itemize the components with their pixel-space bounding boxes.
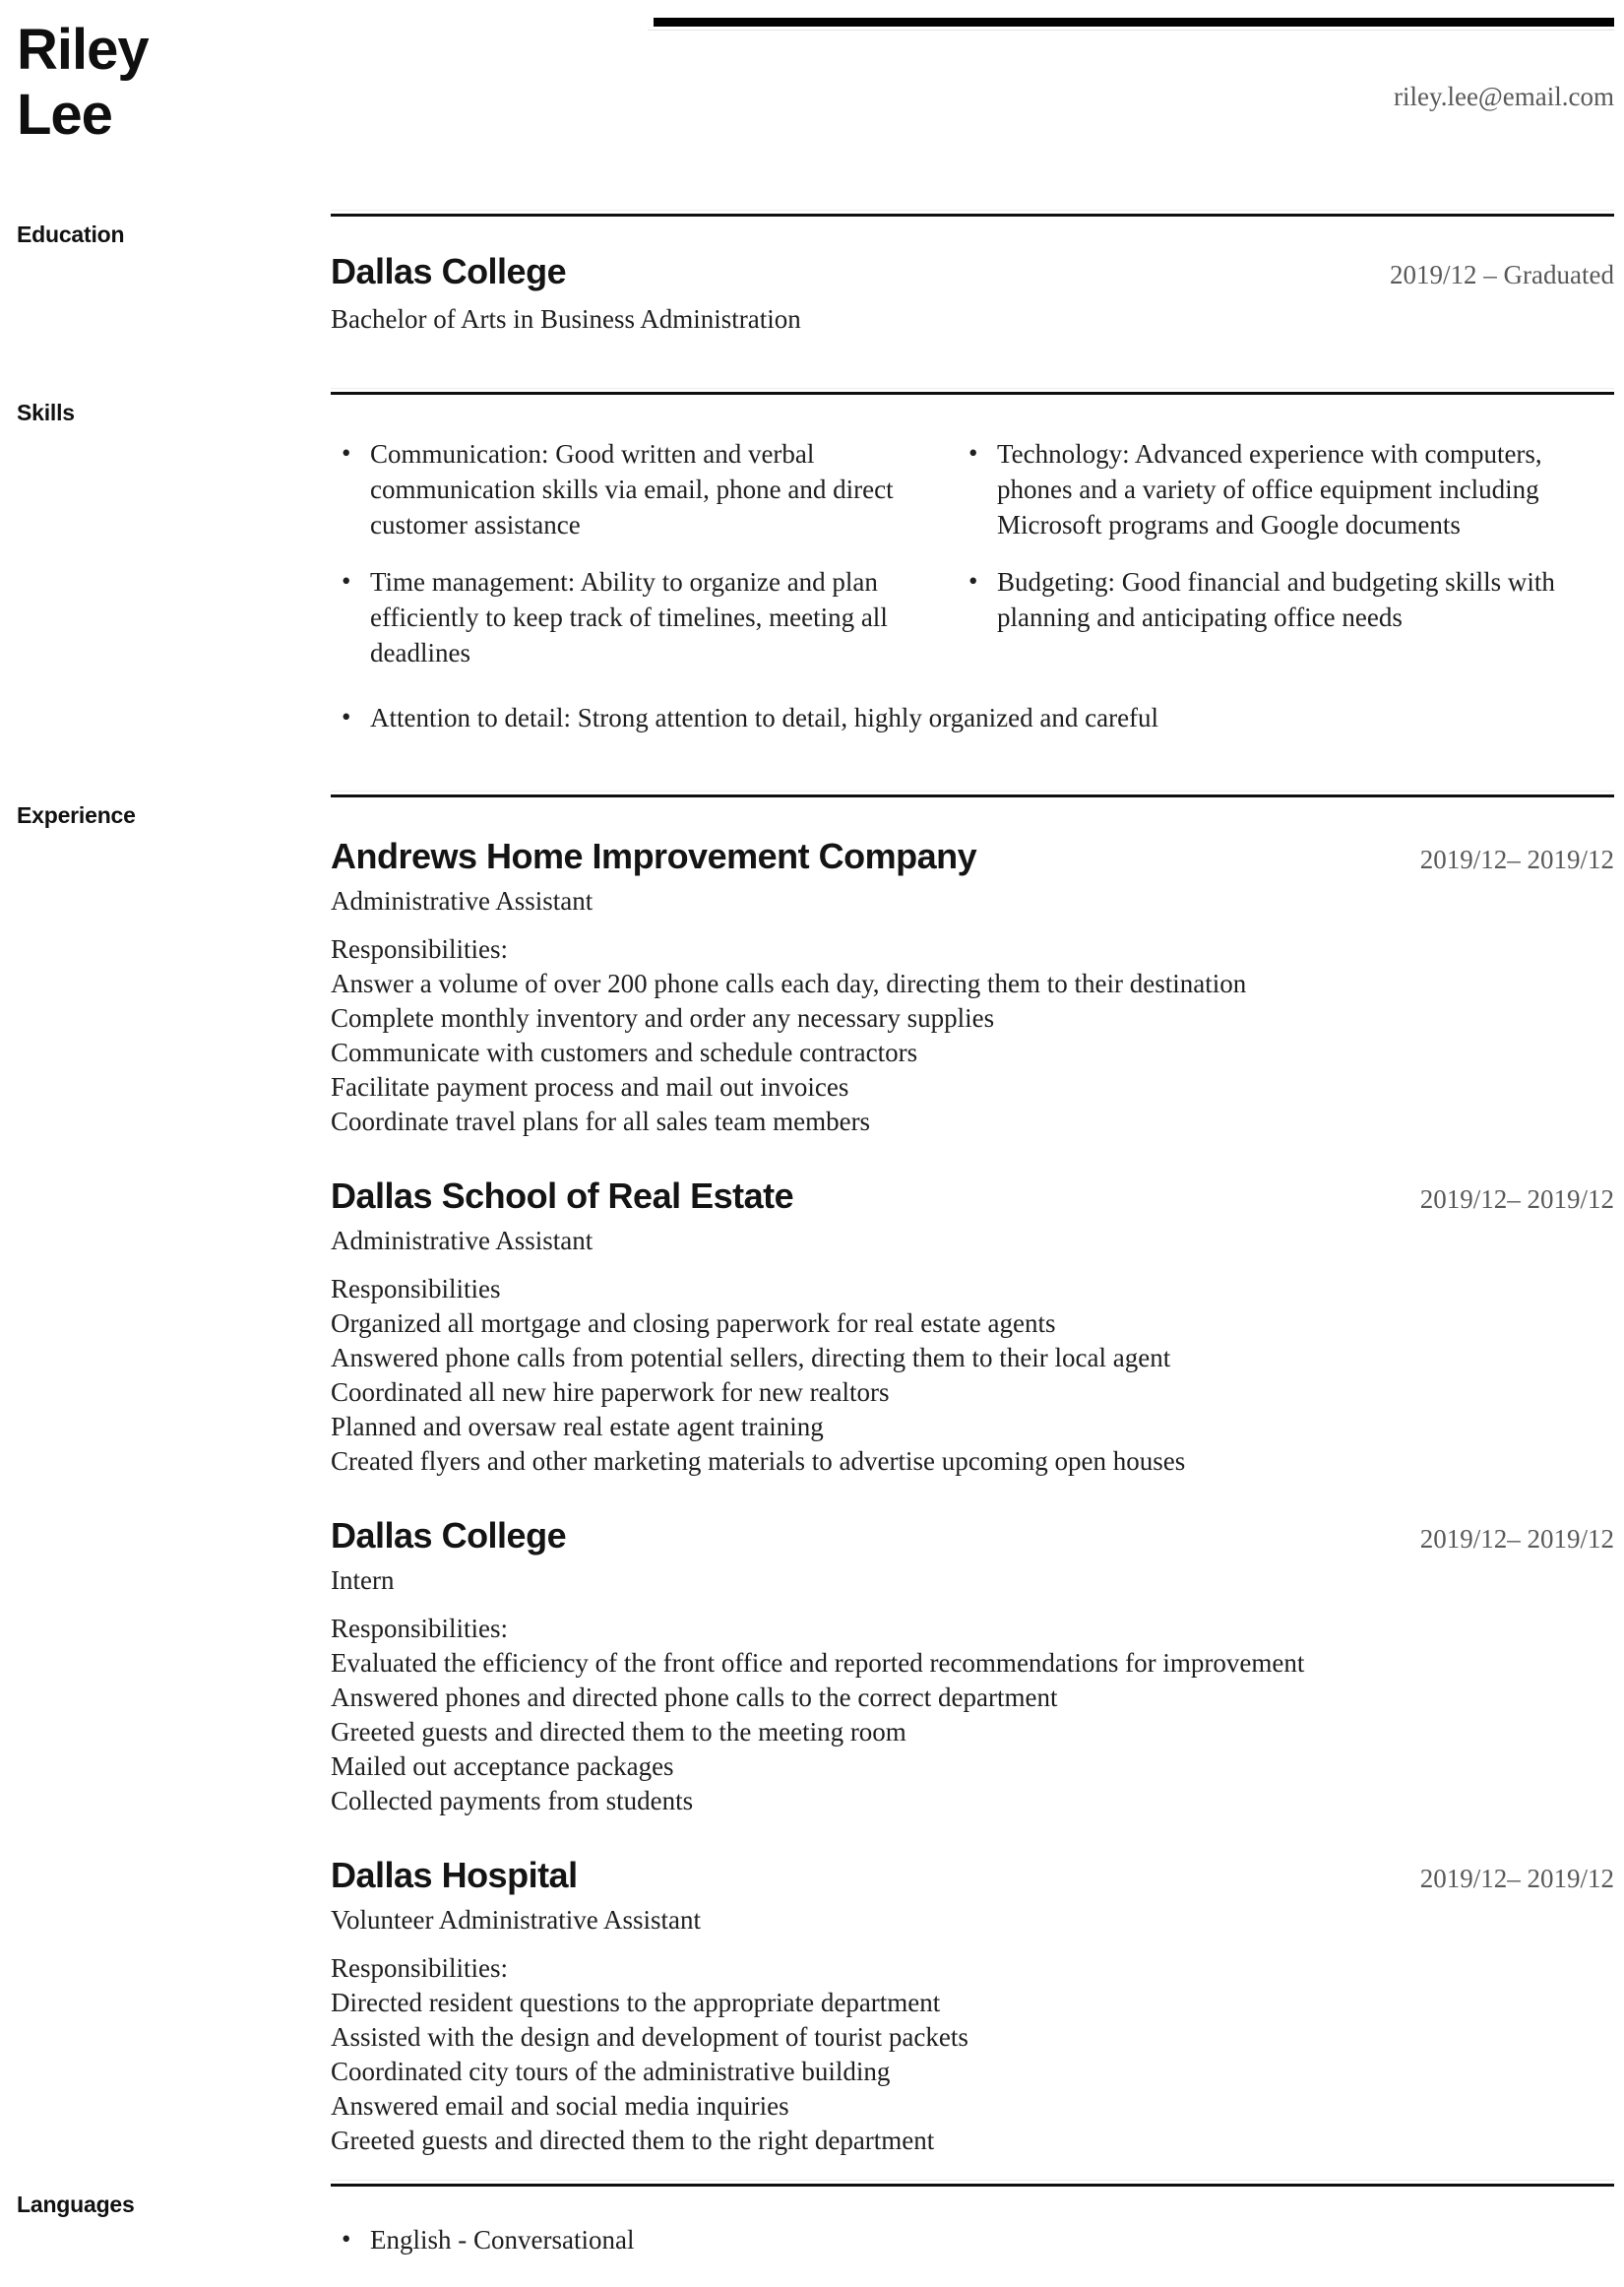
education-body (331, 214, 1614, 392)
section-label-education: Education (17, 222, 125, 247)
company-name: Andrews Home Improvement Company (331, 836, 977, 876)
duty-line: Organized all mortgage and closing paperwork for real estate agents (331, 1308, 1056, 1338)
duty-lines (331, 1306, 1614, 1479)
duty-line: Answered phones and directed phone calls to the correct department (331, 1683, 1058, 1712)
duty-line: Communicate with customers and schedule contractors (331, 1038, 918, 1067)
job-date: 2019/12– 2019/12 (1419, 1524, 1614, 1554)
languages-body (331, 2184, 1614, 2287)
duty-lines (331, 1986, 1614, 2158)
duty-line: Directed resident questions to the appropriate department (331, 1988, 941, 2017)
responsibilities-label: Responsibilities: (331, 934, 509, 964)
duty-line: Coordinated city tours of the administrative building (331, 2057, 891, 2086)
section-education (0, 214, 1624, 392)
education-entry-head (331, 250, 1614, 293)
skill-item: • Communication: Good written and verbal communication skills via email, phone and direct customer assistance (331, 436, 916, 542)
section-experience (0, 794, 1624, 2184)
skill-item: • Budgeting: Good financial and budgeting skills with planning and anticipating office needs (958, 564, 1614, 670)
skills-list (331, 436, 1614, 735)
section-label-skills: Skills (17, 400, 75, 425)
job-date: 2019/12– 2019/12 (1419, 845, 1614, 874)
duty-line: Coordinated all new hire paperwork for new realtors (331, 1377, 890, 1407)
decorative-top-bar (654, 18, 1614, 27)
skills-body (331, 392, 1614, 794)
job-duties (331, 1612, 1614, 1818)
experience-entry (331, 1854, 1614, 2158)
duty-line: Facilitate payment process and mail out invoices (331, 1072, 849, 1102)
job-duties (331, 1272, 1614, 1479)
skill-item: • Technology: Advanced experience with computers, phones and a variety of office equipment including Microsoft programs and Google documents (958, 436, 1614, 542)
job-entry-head (331, 1175, 1614, 1218)
duty-line: Evaluated the efficiency of the front office and reported recommendations for improvement (331, 1648, 1305, 1678)
responsibilities-label: Responsibilities: (331, 1614, 509, 1643)
skill-item: • Attention to detail: Strong attention to detail, highly organized and careful (331, 700, 1614, 735)
language-item: • English - Conversational (331, 2222, 1614, 2257)
job-duties (331, 932, 1614, 1139)
job-title: Administrative Assistant (331, 1226, 593, 1255)
job-entry-head (331, 1514, 1614, 1557)
job-title: Intern (331, 1565, 395, 1595)
duty-line: Answered email and social media inquiries (331, 2091, 789, 2121)
job-entry-head (331, 835, 1614, 878)
degree-text: Bachelor of Arts in Business Administration (331, 304, 801, 334)
duty-line: Coordinate travel plans for all sales team members (331, 1107, 871, 1136)
candidate-first-name: Riley (17, 18, 149, 82)
job-title: Volunteer Administrative Assistant (331, 1905, 701, 1935)
duty-line: Answered phone calls from potential sellers, directing them to their local agent (331, 1343, 1171, 1372)
duty-line: Collected payments from students (331, 1786, 694, 1815)
duty-line: Answer a volume of over 200 phone calls each day, directing them to their destination (331, 969, 1247, 998)
experience-entry (331, 1514, 1614, 1818)
section-languages (0, 2184, 1624, 2287)
duty-line: Complete monthly inventory and order any necessary supplies (331, 1003, 995, 1033)
job-title: Administrative Assistant (331, 886, 593, 916)
candidate-last-name: Lee (17, 83, 112, 147)
email-text: riley.lee@email.com (1393, 82, 1614, 111)
duty-line: Greeted guests and directed them to the meeting room (331, 1717, 906, 1747)
duty-line: Greeted guests and directed them to the right department (331, 2126, 935, 2155)
section-skills (0, 392, 1624, 794)
duty-line: Assisted with the design and development of tourist packets (331, 2022, 968, 2052)
languages-list (331, 2222, 1614, 2257)
education-date: 2019/12 – Graduated (1390, 260, 1614, 289)
experience-body (331, 794, 1614, 2184)
job-date: 2019/12– 2019/12 (1419, 1184, 1614, 1214)
section-label-languages: Languages (17, 2192, 135, 2217)
experience-entry (331, 1175, 1614, 1479)
job-duties (331, 1951, 1614, 2158)
duty-lines (331, 967, 1614, 1139)
skill-item: • Time management: Ability to organize and plan efficiently to keep track of timelines, meeting all deadlines (331, 564, 916, 670)
responsibilities-label: Responsibilities: (331, 1953, 509, 1983)
duty-line: Planned and oversaw real estate agent training (331, 1412, 824, 1441)
duty-lines (331, 1646, 1614, 1818)
company-name: Dallas School of Real Estate (331, 1175, 794, 1216)
job-entry-head (331, 1854, 1614, 1897)
duty-line: Mailed out acceptance packages (331, 1751, 674, 1781)
job-date: 2019/12– 2019/12 (1419, 1864, 1614, 1893)
candidate-name (0, 18, 331, 148)
duty-line: Created flyers and other marketing materials to advertise upcoming open houses (331, 1446, 1186, 1476)
header-right (331, 18, 1614, 148)
responsibilities-label: Responsibilities (331, 1274, 501, 1303)
resume-header (0, 18, 1624, 148)
section-label-experience: Experience (17, 802, 136, 828)
school-name: Dallas College (331, 251, 567, 291)
experience-entry (331, 835, 1614, 1139)
company-name: Dallas Hospital (331, 1855, 578, 1895)
company-name: Dallas College (331, 1515, 567, 1556)
